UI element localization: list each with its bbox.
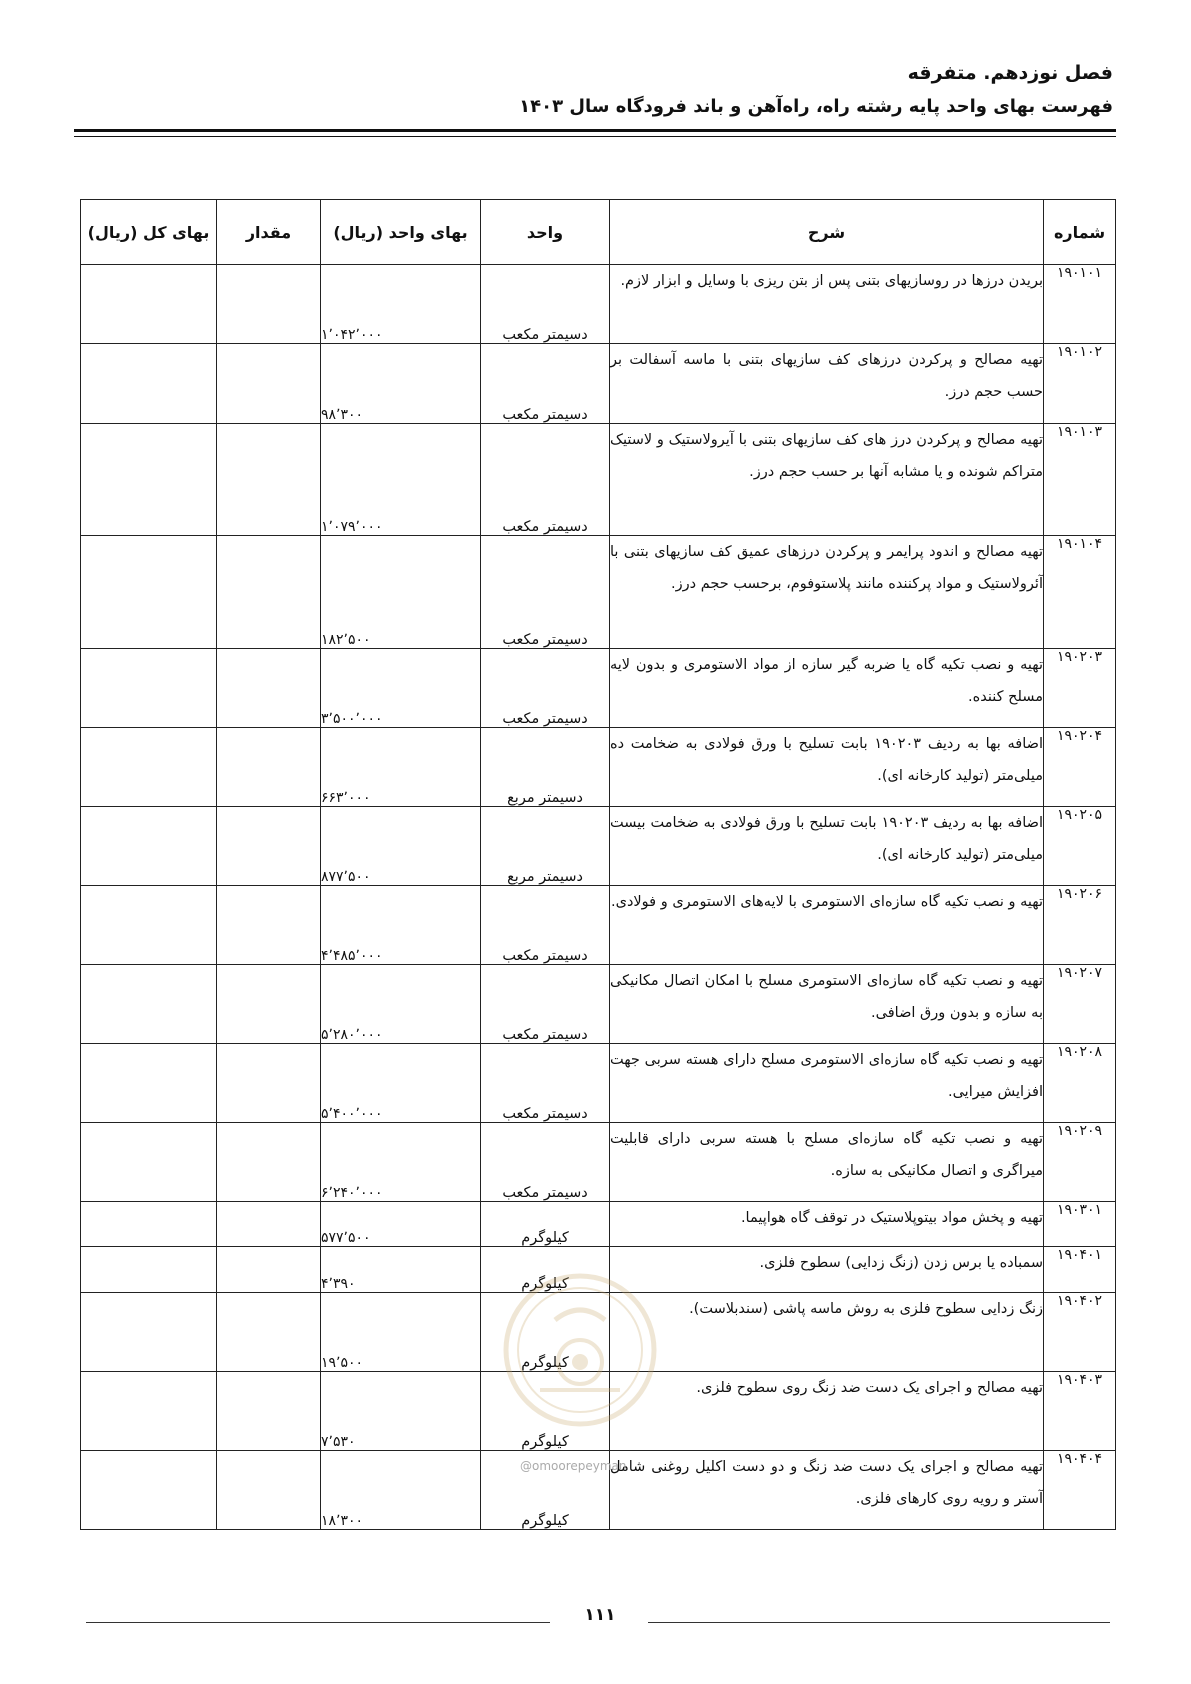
row-description: تهیه مصالح و اندود پرایمر و پرکردن درزهای عمیق کف سازیهای بتنی با آئرولاستیک و مواد پرکننده مانند پلاستوفوم، برحسب حجم درز. [610,536,1044,649]
row-description: تهیه و نصب تکیه گاه سازه‌ای الاستومری با لایه‌های الاستومری و فولادی. [610,886,1044,965]
row-description: تهیه مصالح و پرکردن درز های کف سازیهای بتنی با آیرولاستیک و لاستیک متراکم شونده و یا مشابه آنها بر حسب حجم درز. [610,424,1044,536]
row-unit-price: ۸۷۷٬۵۰۰ [321,807,481,886]
header-number: شماره [1044,200,1116,265]
row-unit: کیلوگرم [481,1451,610,1530]
row-unit: کیلوگرم [481,1372,610,1451]
row-unit-price: ۱۸٬۳۰۰ [321,1451,481,1530]
row-total [81,649,217,728]
table-row [81,1372,1116,1451]
row-quantity [217,965,321,1044]
row-unit: دسیمتر مکعب [481,1123,610,1202]
row-total [81,1044,217,1123]
row-quantity [217,344,321,424]
table-row [81,1247,1116,1293]
row-description: تهیه مصالح و اجرای یک دست ضد زنگ روی سطوح فلزی. [610,1372,1044,1451]
row-number: ۱۹۰۲۰۵ [1044,807,1116,886]
row-quantity [217,1044,321,1123]
row-quantity [217,1451,321,1530]
row-number: ۱۹۰۴۰۲ [1044,1293,1116,1372]
header-unit: واحد [481,200,610,265]
row-quantity [217,1247,321,1293]
table-row [81,1293,1116,1372]
row-total [81,265,217,344]
row-total [81,1202,217,1247]
row-quantity [217,886,321,965]
table-row [81,536,1116,649]
row-unit-price: ۴٬۴۸۵٬۰۰۰ [321,886,481,965]
watermark-handle: @omoorepeyman [520,1459,627,1473]
row-unit: دسیمتر مکعب [481,424,610,536]
row-total [81,1372,217,1451]
row-total [81,1293,217,1372]
table-row [81,424,1116,536]
row-unit-price: ۹۸٬۳۰۰ [321,344,481,424]
row-description: تهیه و نصب تکیه گاه سازه‌ای الاستومری مسلح دارای هسته سربی جهت افزایش میرایی. [610,1044,1044,1123]
table-row [81,886,1116,965]
table-row [81,728,1116,807]
row-quantity [217,728,321,807]
row-unit: دسیمتر مکعب [481,536,610,649]
chapter-title: فصل نوزدهم. متفرقه [907,62,1113,84]
header-unit-price: بهای واحد (ریال) [321,200,481,265]
row-number: ۱۹۰۴۰۳ [1044,1372,1116,1451]
row-unit-price: ۳٬۵۰۰٬۰۰۰ [321,649,481,728]
page-header [78,58,1113,122]
row-total [81,344,217,424]
row-description: سمباده یا برس زدن (زنگ زدایی) سطوح فلزی. [610,1247,1044,1293]
row-total [81,1451,217,1530]
row-total [81,536,217,649]
row-unit: دسیمتر مکعب [481,649,610,728]
row-number: ۱۹۰۴۰۱ [1044,1247,1116,1293]
row-description: بریدن درزها در روسازیهای بتنی پس از بتن ریزی با وسایل و ابزار لازم. [610,265,1044,344]
row-number: ۱۹۰۱۰۱ [1044,265,1116,344]
row-quantity [217,265,321,344]
row-unit-price: ۵٬۴۰۰٬۰۰۰ [321,1044,481,1123]
row-number: ۱۹۰۲۰۶ [1044,886,1116,965]
row-unit-price: ۵۷۷٬۵۰۰ [321,1202,481,1247]
header-total: بهای کل (ریال) [81,200,217,265]
row-description: تهیه و پخش مواد بیتوپلاستیک در توقف گاه هواپیما. [610,1202,1044,1247]
row-quantity [217,1202,321,1247]
row-number: ۱۹۰۲۰۷ [1044,965,1116,1044]
header-rule-thick [74,129,1116,132]
price-list-table [80,199,1116,1530]
row-quantity [217,649,321,728]
row-description: تهیه و نصب تکیه گاه سازه‌ای الاستومری مسلح با امکان اتصال مکانیکی به سازه و بدون ورق اضافی. [610,965,1044,1044]
row-unit: کیلوگرم [481,1202,610,1247]
footer-rule-left [86,1622,550,1623]
row-unit: دسیمتر مکعب [481,265,610,344]
table-row [81,1123,1116,1202]
row-unit-price: ۱۸۲٬۵۰۰ [321,536,481,649]
row-number: ۱۹۰۲۰۳ [1044,649,1116,728]
row-unit-price: ۴٬۳۹۰ [321,1247,481,1293]
row-number: ۱۹۰۲۰۹ [1044,1123,1116,1202]
row-description: تهیه و نصب تکیه گاه سازه‌ای مسلح با هسته سربی دارای قابلیت میراگری و اتصال مکانیکی به سازه. [610,1123,1044,1202]
row-unit: دسیمتر مکعب [481,344,610,424]
table-row [81,965,1116,1044]
table-row [81,807,1116,886]
row-number: ۱۹۰۱۰۴ [1044,536,1116,649]
row-total [81,965,217,1044]
row-unit: کیلوگرم [481,1293,610,1372]
row-unit-price: ۶٬۲۴۰٬۰۰۰ [321,1123,481,1202]
row-unit-price: ۱۹٬۵۰۰ [321,1293,481,1372]
row-quantity [217,1293,321,1372]
row-number: ۱۹۰۲۰۴ [1044,728,1116,807]
table-row [81,344,1116,424]
row-total [81,424,217,536]
row-quantity [217,424,321,536]
page-number: ۱۱۱ [584,1605,616,1625]
row-total [81,728,217,807]
row-number: ۱۹۰۲۰۸ [1044,1044,1116,1123]
header-quantity: مقدار [217,200,321,265]
row-quantity [217,1372,321,1451]
row-number: ۱۹۰۱۰۳ [1044,424,1116,536]
row-total [81,807,217,886]
row-unit-price: ۷٬۵۳۰ [321,1372,481,1451]
row-unit-price: ۵٬۲۸۰٬۰۰۰ [321,965,481,1044]
row-unit: کیلوگرم [481,1247,610,1293]
footer-rule-right [648,1622,1110,1623]
table-header-row [81,200,1116,265]
row-description: تهیه مصالح و اجرای یک دست ضد زنگ و دو دست اکلیل روغنی شامل آستر و رویه روی کارهای فلزی. [610,1451,1044,1530]
row-unit: دسیمتر مکعب [481,886,610,965]
table-row [81,1044,1116,1123]
row-total [81,886,217,965]
row-description: زنگ زدایی سطوح فلزی به روش ماسه پاشی (سندبلاست). [610,1293,1044,1372]
header-description: شرح [610,200,1044,265]
row-unit-price: ۱٬۰۷۹٬۰۰۰ [321,424,481,536]
row-number: ۱۹۰۱۰۲ [1044,344,1116,424]
row-total [81,1123,217,1202]
row-number: ۱۹۰۳۰۱ [1044,1202,1116,1247]
row-number: ۱۹۰۴۰۴ [1044,1451,1116,1530]
row-total [81,1247,217,1293]
row-description: اضافه بها به ردیف ۱۹۰۲۰۳ بابت تسلیح با ورق فولادی به ضخامت بیست میلی‌متر (تولید کارخانه ای). [610,807,1044,886]
row-unit: دسیمتر مکعب [481,965,610,1044]
table-row [81,1202,1116,1247]
table-row [81,649,1116,728]
row-unit: دسیمتر مربع [481,728,610,807]
document-subtitle: فهرست بهای واحد پایه رشته راه، راه‌آهن و باند فرودگاه سال ۱۴۰۳ [519,96,1113,117]
row-description: اضافه بها به ردیف ۱۹۰۲۰۳ بابت تسلیح با ورق فولادی به ضخامت ده میلی‌متر (تولید کارخانه ای). [610,728,1044,807]
table-row [81,265,1116,344]
row-quantity [217,1123,321,1202]
row-description: تهیه و نصب تکیه گاه یا ضربه گیر سازه از مواد الاستومری و بدون لایه مسلح کننده. [610,649,1044,728]
row-unit-price: ۶۶۳٬۰۰۰ [321,728,481,807]
row-unit: دسیمتر مکعب [481,1044,610,1123]
row-description: تهیه مصالح و پرکردن درزهای کف سازیهای بتنی با ماسه آسفالت بر حسب حجم درز. [610,344,1044,424]
row-quantity [217,536,321,649]
row-quantity [217,807,321,886]
row-unit-price: ۱٬۰۴۲٬۰۰۰ [321,265,481,344]
header-rule-thin [74,136,1116,137]
row-unit: دسیمتر مربع [481,807,610,886]
